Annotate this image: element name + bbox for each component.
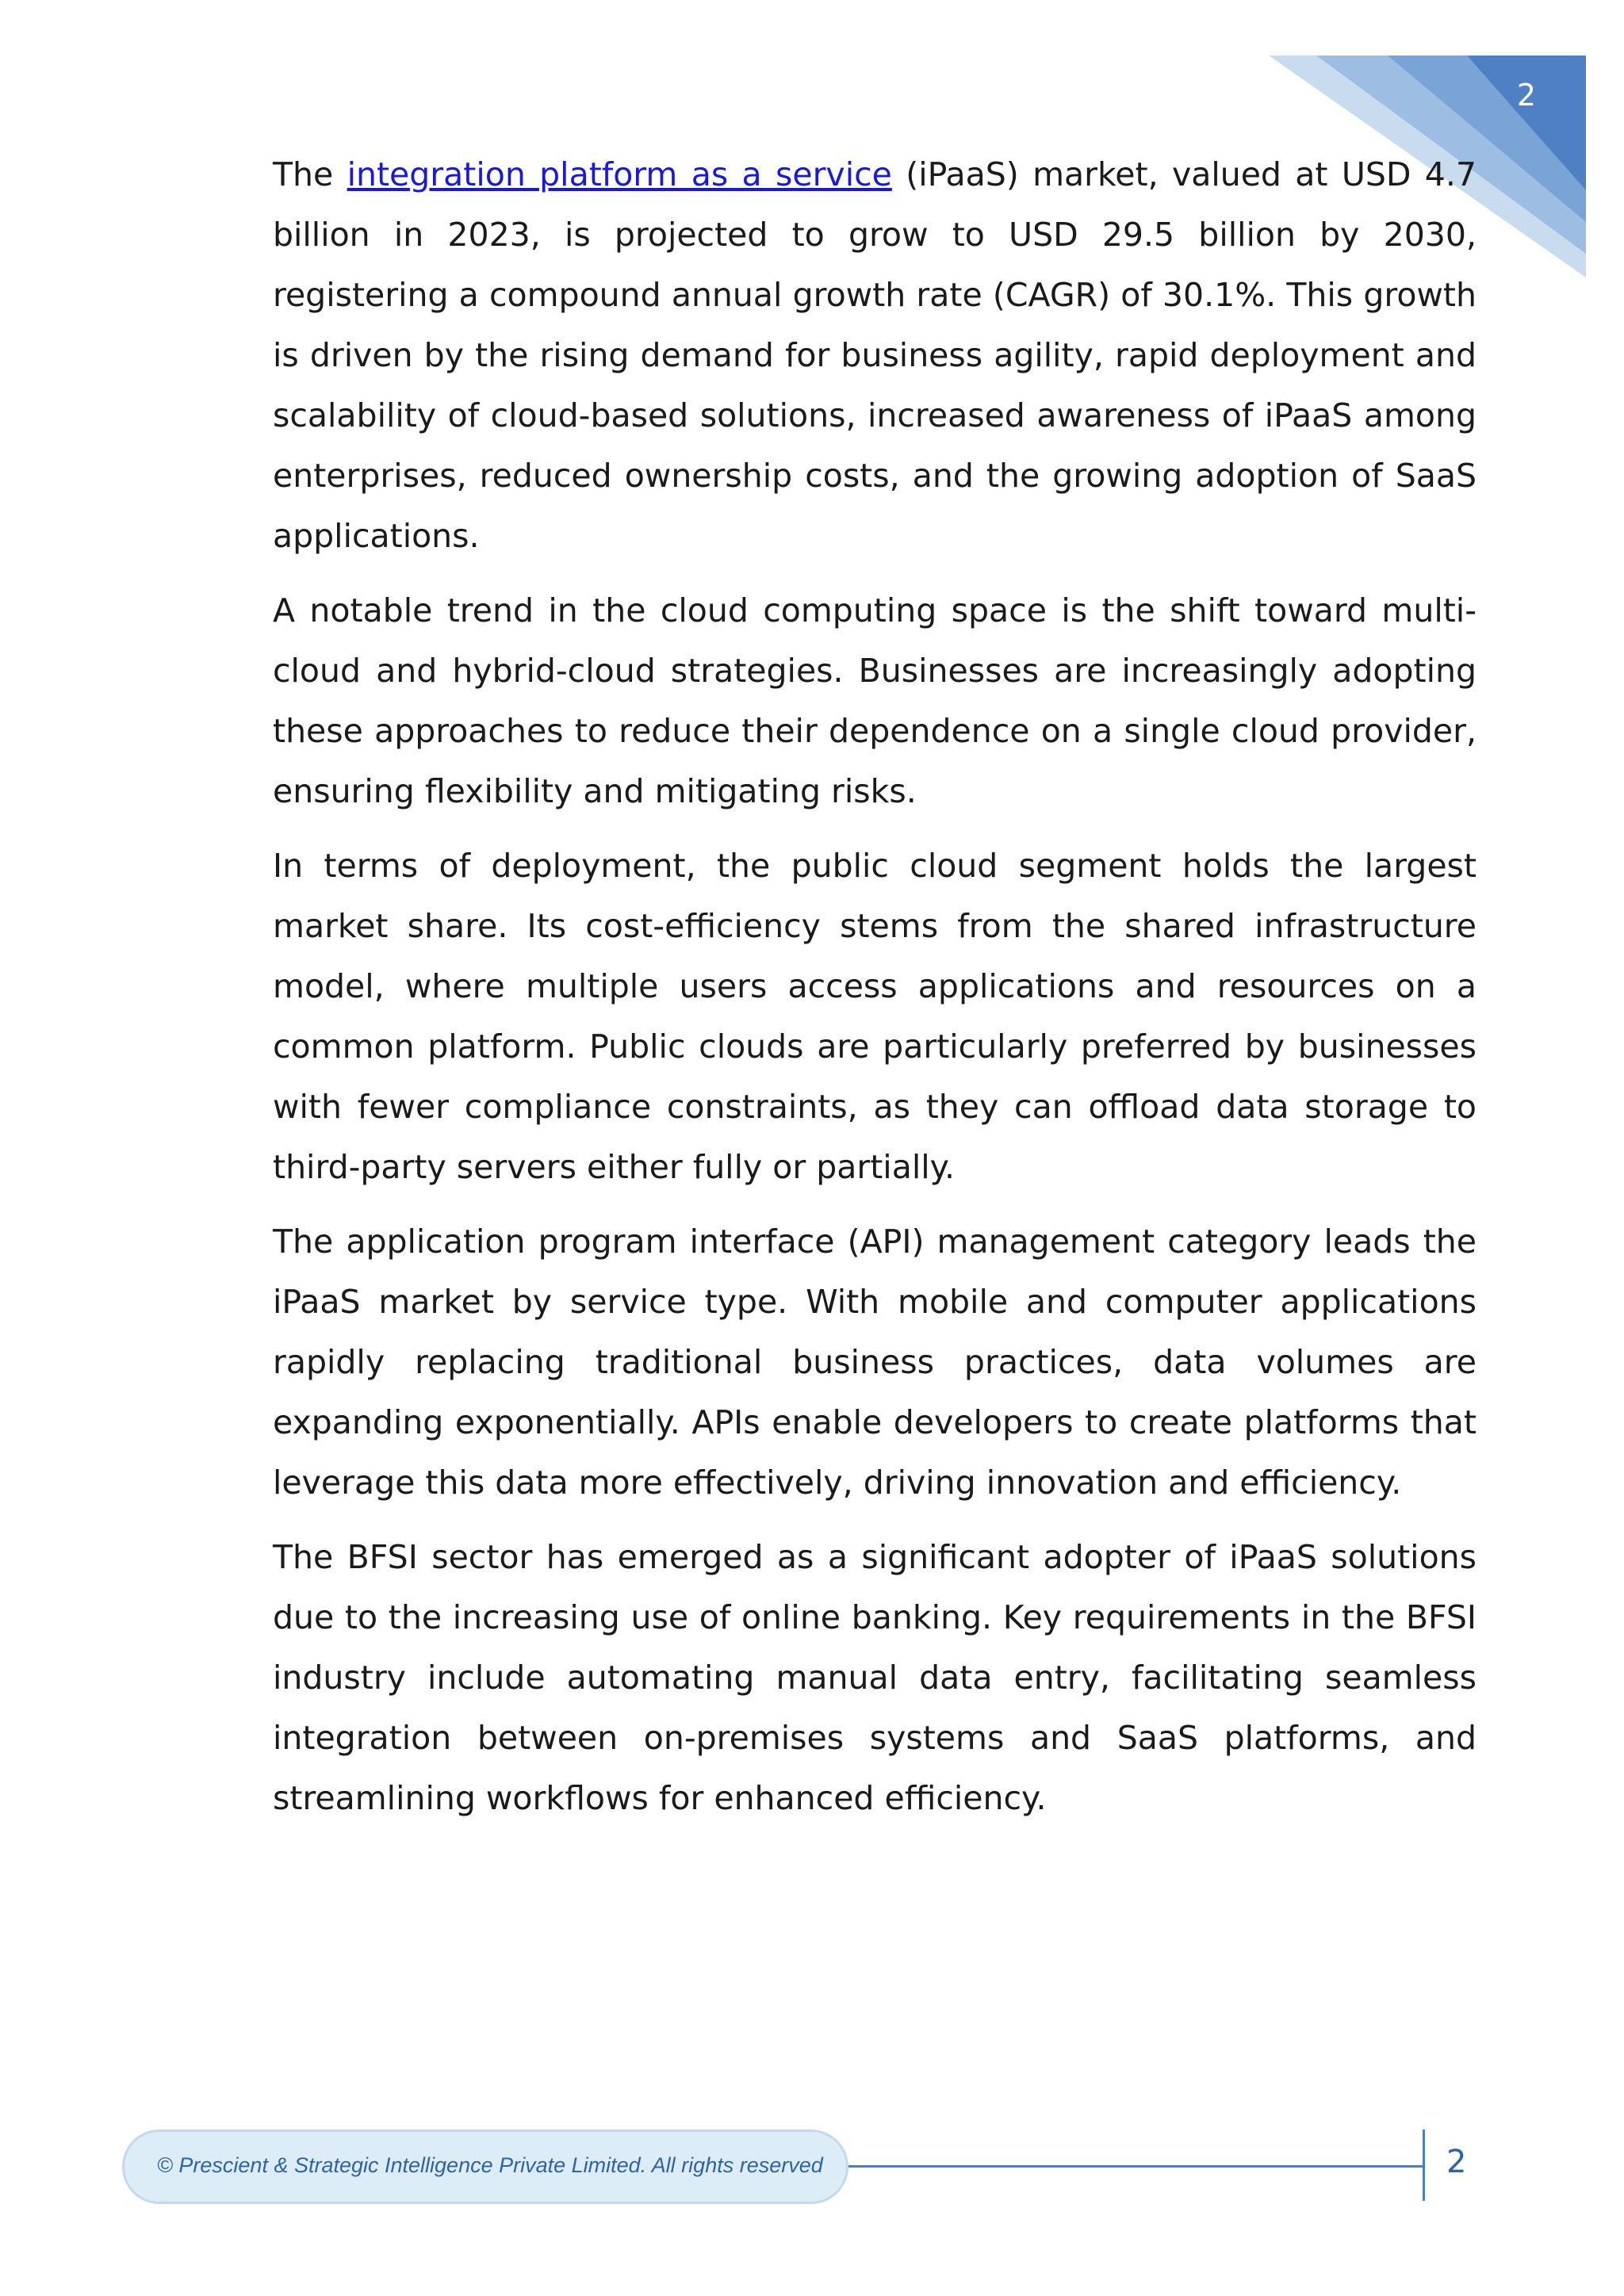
footer-divider [848, 2165, 1424, 2168]
footer-copyright: © Prescient & Strategic Intelligence Private Limited. All rights reserved [157, 2153, 823, 2177]
paragraph-bfsi: The BFSI sector has emerged as a significant adopter of iPaaS solutions due to the increasing use of online banking. Key requirements in the BFSI industry include automating manual data entry, facilitating seamless integration between on-premises systems and SaaS platforms, and streamlining workflows for enhanced efficiency. [273, 1538, 1477, 1817]
paragraph-api-management: The application program interface (API) management category leads the iPaaS market by service type. With mobile and computer applications rapidly replacing traditional business practices, data volumes are expanding exponentially. APIs enable developers to create platforms that leverage this data more effectively, driving innovation and efficiency. [273, 1223, 1477, 1502]
paragraph-text: The [273, 155, 347, 193]
paragraph-deployment: In terms of deployment, the public cloud segment holds the largest market share. Its cost-efficiency stems from the shared infrastructure model, where multiple users access applications and resources on a common platform. Public clouds are particularly preferred by businesses with fewer compliance constraints, as they can offload data storage to third-party servers either fully or partially. [273, 847, 1477, 1186]
corner-page-number: 2 [1516, 78, 1537, 113]
footer-vertical-divider [1423, 2130, 1425, 2201]
footer-page-number: 2 [1446, 2144, 1467, 2180]
paragraph-text: (iPaaS) market, valued at USD 4.7 billion in 2023, is projected to grow to USD 29.5 billion by 2030, registering a compound annual growth rate (CAGR) of 30.1%. This growth is driven by the rising demand for business agility, rapid deployment and scalability of cloud-based solutions, increased awareness of iPaaS among enterprises, reduced ownership costs, and the growing adoption of SaaS applications. [273, 155, 1477, 555]
paragraph-multicloud-trend: A notable trend in the cloud computing space is the shift toward multi-cloud and hybrid-cloud strategies. Businesses are increasingly adopting these approaches to reduce their dependence on a single cloud provider, ensuring flexibility and mitigating risks. [273, 591, 1477, 810]
ipaas-link[interactable]: integration platform as a service [347, 155, 892, 193]
document-body [273, 144, 1477, 1843]
paragraph-ipaas-market [273, 144, 1477, 566]
